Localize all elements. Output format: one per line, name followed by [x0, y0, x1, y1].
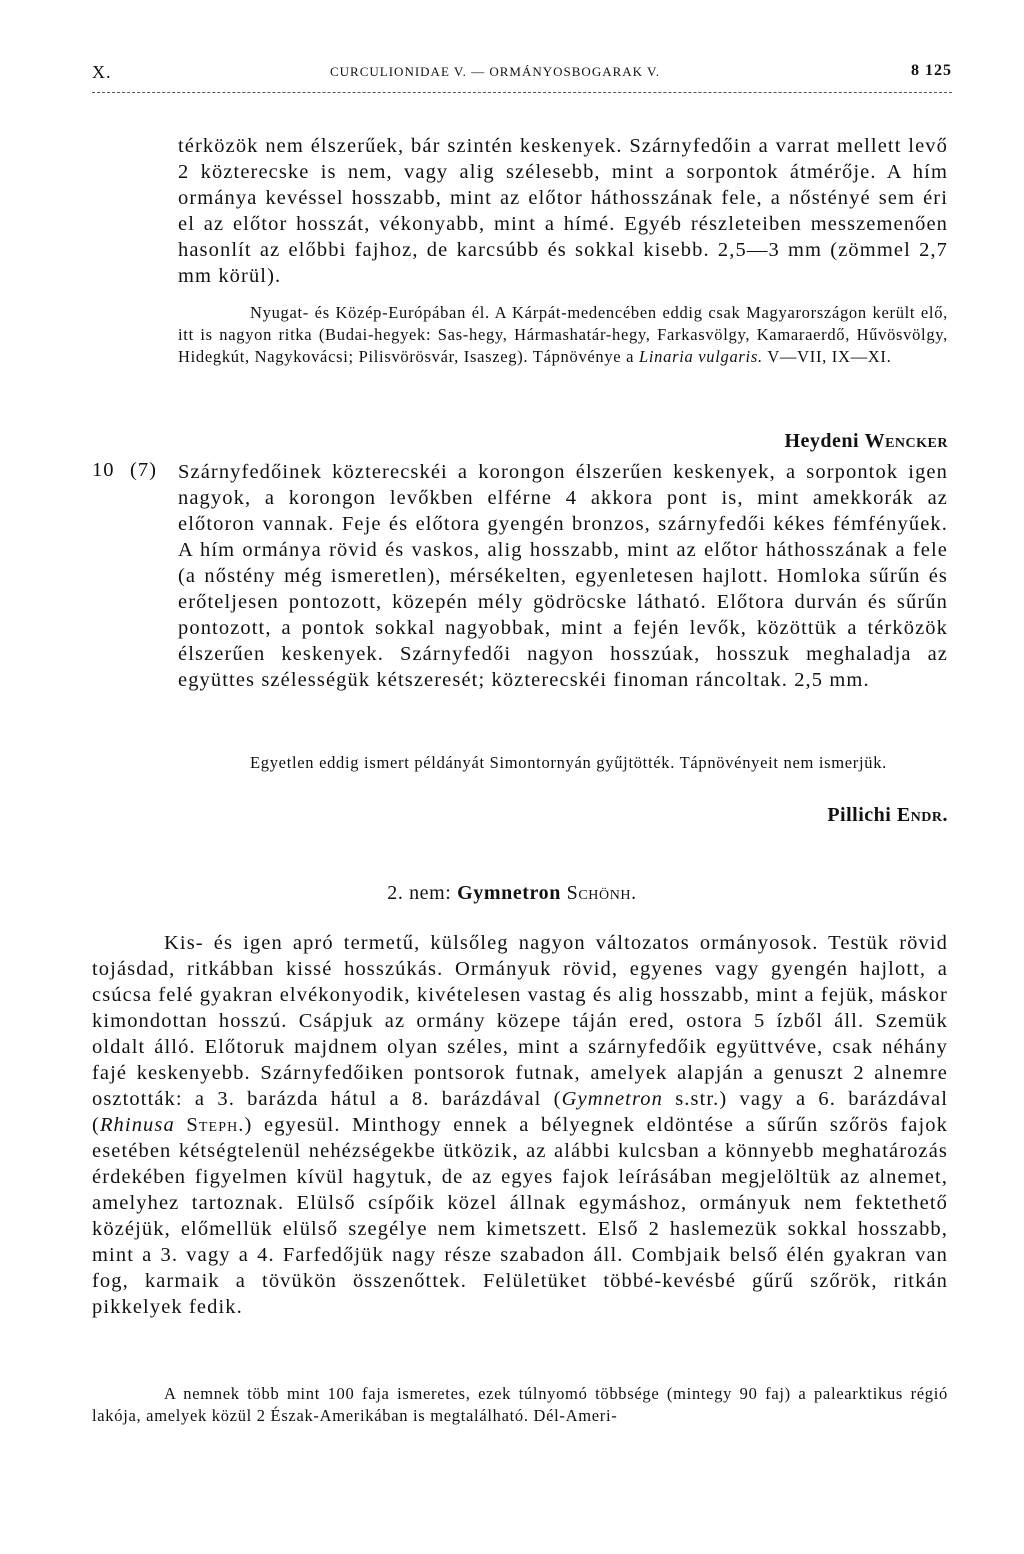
page-number: 8 125 [911, 62, 952, 79]
species-description-continued: térközök nem élszerűek, bár szintén keskenyek. Szárnyfedőin a varrat mellett levő 2 közterecske is nem, vagy alig szélesebb, mint a sorpontok átmérője. A hím ormánya kevéssel hosszabb, mint az előtor háthosszának fele, a nőstényé sem éri el az előtor hosszát, vékonyabb, mint a hímé. Egyéb részleteiben messzemenően hasonlít az előbbi fajhoz, de karcsúbb és sokkal kisebb. 2,5—3 mm (zömmel 2,7 mm körül). [178, 135, 948, 287]
header-rule [92, 92, 952, 93]
genus-author: Schönh. [566, 882, 637, 904]
genus-desc-part: ) egyesül. Minthogy ennek a bélyegnek eldöntése a sűrűn szőrös fajok esetében kétségtelenül nehézségekbe ütközik, az alábbi kulcsban a könnyebb meghatározás érdekében figyelmen kívül hagytuk, de az egyes fajok leírásában megjelöltük az alnemet, amelyhez tartoznak. Elülső csípőik közel állnak egymáshoz, ormányuk nem fektethető közéjük, előmellük elülső szegélye nem kimetszett. Első 2 haslemezük sokkal hosszabb, mint a 3. vagy a 4. Farfedőjük nagy része szabadon áll. Combjaik belső élén gyakran van fog, karmaik a tövükön összenőttek. Felületüket többé-kevésbé gűrű szőrök, ritkán pikkelyek fedik. [92, 1114, 948, 1318]
subgenus-name: Gymnetron [561, 1088, 663, 1110]
genus-prefix: 2. nem: [387, 882, 452, 904]
distribution-months: V—VII, IX—XI. [767, 347, 892, 366]
subgenus-name: Rhinusa [99, 1114, 175, 1136]
species-author: Endr. [896, 804, 948, 826]
distribution-paragraph [178, 302, 948, 368]
species-epithet: Pillichi [827, 804, 892, 826]
host-plant-name: Linaria vulgaris. [639, 347, 763, 366]
running-header [92, 62, 952, 86]
species-author: Wencker [864, 430, 948, 452]
distribution-text: Nyugat- és Közép-Európában él. A Kárpát-medencében eddig csak Magyarországon került elő, itt is nagyon ritka (Budai-hegyek: Sas-hegy, Hármashatár-hegy, Farkasvölgy, Kamaraerdő, Hűvösvölgy, Hidegkút, Nagykovácsi; Pilisvörösvár, Isaszeg). Tápnövénye a [178, 303, 948, 366]
collection-note: Egyetlen eddig ismert példányát Simontornyán gyűjtötték. Tápnövényeit nem ismerjük. [250, 753, 888, 772]
species-name-pillichi [827, 804, 948, 827]
subgenus-author: Steph. [186, 1114, 245, 1136]
genus-distribution-note: A nemnek több mint 100 faja ismeretes, ezek túlnyomó többsége (mintegy 90 faj) a palearktikus régió lakója, amelyek közül 2 Észak-Amerikában is megtalálható. Dél-Ameri- [92, 1384, 948, 1425]
key-entry-reference: (7) [130, 459, 157, 481]
genus-desc-part: s.str.) vagy a 6. barázdával ( [92, 1088, 948, 1136]
running-title: CURCULIONIDAE V. — ORMÁNYOSBOGARAK V. [330, 64, 661, 79]
genus-description [92, 930, 948, 1320]
species-name-heydeni [784, 430, 948, 453]
species-epithet: Heydeni [784, 430, 860, 452]
genus-heading [0, 882, 1024, 905]
chapter-number: X. [92, 62, 112, 82]
key-entry-description: Szárnyfedőinek közterecskéi a korongon élszerűen keskenyek, a sorpontok igen nagyok, a korongon levőkben elférne 4 akkora pont is, mint amekkorák az előtoron vannak. Feje és előtora gyengén bronzos, szárnyfedői kékes fémfényűek. A hím ormánya rövid és vaskos, alig hosszabb, mint az előtor háthosszának a fele (a nőstény még ismeretlen), mérsékelten, egyenletesen hajlott. Homloka sűrűn és erőteljesen pontozott, közepén mély gödröcske látható. Előtora durván és sűrűn pontozott, a pontok sokkal nagyobbak, mint a fején levők, közöttük a térközök élszerűen keskenyek. Szárnyfedői nagyon hosszúak, hosszuk meghaladja az együttes szélességük kétszeresét; közterecskéi finoman ráncoltak. 2,5 mm. [178, 461, 948, 691]
key-entry-number: 10 [92, 459, 115, 481]
genus-desc-part: Kis- és igen apró termetű, külsőleg nagyon változatos ormányosok. Testük rövid tojásdad, ritkábban kissé hosszúkás. Ormányuk rövid, egyenes vagy gyengén hajlott, a csúcsa felé gyakran elvékonyodik, kivételesen vastag és alig hosszabb, mint a fejük, máskor kimondottan hosszú. Csápjuk az ormány közepe táján ered, ostora 5 ízből áll. Szemük oldalt álló. Előtoruk majdnem olyan széles, mint a szárnyfedőik együttvéve, csak néhány fajé keskenyebb. Szárnyfedőiken pontsorok futnak, amelyek alapján a genuszt 2 alnemre osztották: a 3. barázda hátul a 8. barázdával ( [92, 932, 948, 1110]
genus-name: Gymnetron [457, 882, 561, 904]
